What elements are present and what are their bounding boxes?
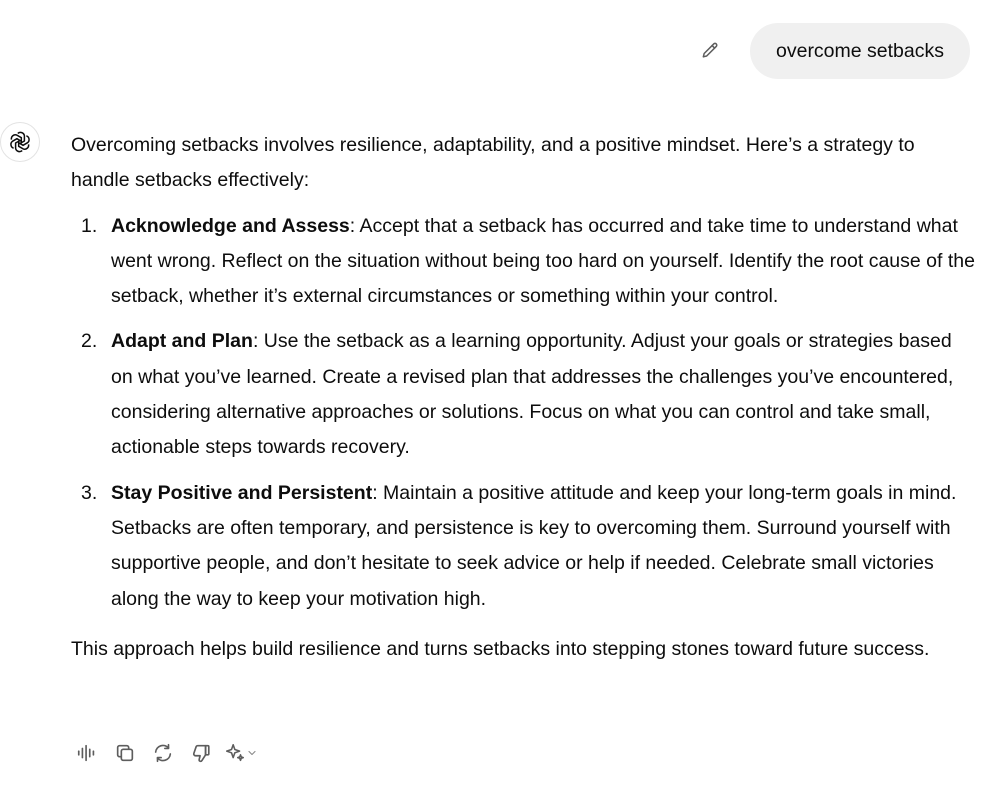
step-text: : Maintain a positive attitude and keep your long-term goals in mind. Setbacks are often temporary, and persistence is key to overcoming them. Surround yourself with supportive people, and don’t hesitate to seek advice or help if needed. Celebrate small victories along the way to keep your motivation high. xyxy=(111,481,957,610)
copy-icon xyxy=(114,742,136,764)
openai-logo-icon xyxy=(8,130,32,154)
regenerate-button[interactable] xyxy=(148,738,178,768)
list-item xyxy=(71,324,976,465)
message-actions xyxy=(72,738,266,768)
step-text: : Accept that a setback has occurred and take time to understand what went wrong. Reflect on the situation without being too hard on yourself. Identify the root cause of the setback, whether it’s external circumstances or something within your control. xyxy=(111,214,975,308)
read-aloud-button[interactable] xyxy=(72,738,102,768)
copy-button[interactable] xyxy=(110,738,140,768)
assistant-message xyxy=(71,128,976,667)
sparkle-model-icon xyxy=(224,742,246,764)
step-body xyxy=(111,324,976,465)
step-number: 1. xyxy=(81,214,98,237)
change-model-button[interactable] xyxy=(224,738,258,768)
outro-paragraph: This approach helps build resilience and turns setbacks into stepping stones toward future success. xyxy=(71,637,930,660)
step-title: Stay Positive and Persistent xyxy=(111,481,373,504)
step-text: : Use the setback as a learning opportunity. Adjust your goals or strategies based on what you’ve learned. Create a revised plan that addresses the challenges you’ve encountered, considering alternative approaches or solutions. Focus on what you can control and take small, actionable steps towards recovery. xyxy=(111,330,954,459)
step-body xyxy=(111,476,976,617)
assistant-avatar xyxy=(0,122,40,162)
user-message-bubble: overcome setbacks xyxy=(750,23,970,79)
step-title: Adapt and Plan xyxy=(111,330,253,353)
user-message-row xyxy=(692,23,970,79)
step-number: 3. xyxy=(81,481,98,504)
list-item xyxy=(71,209,976,315)
thumbs-down-button[interactable] xyxy=(186,738,216,768)
intro-paragraph: Overcoming setbacks involves resilience, adaptability, and a positive mindset. Here’s a strategy to handle setbacks effectively: xyxy=(71,134,915,192)
chevron-down-icon xyxy=(246,747,258,759)
pencil-icon xyxy=(700,41,720,61)
steps-list xyxy=(71,209,976,617)
read-aloud-icon xyxy=(76,742,98,764)
step-body xyxy=(111,209,976,315)
thumbs-down-icon xyxy=(190,742,212,764)
step-title: Acknowledge and Assess xyxy=(111,214,350,237)
list-item xyxy=(71,476,976,617)
regenerate-icon xyxy=(152,742,174,764)
step-number: 2. xyxy=(81,330,98,353)
edit-message-button[interactable] xyxy=(692,33,728,69)
